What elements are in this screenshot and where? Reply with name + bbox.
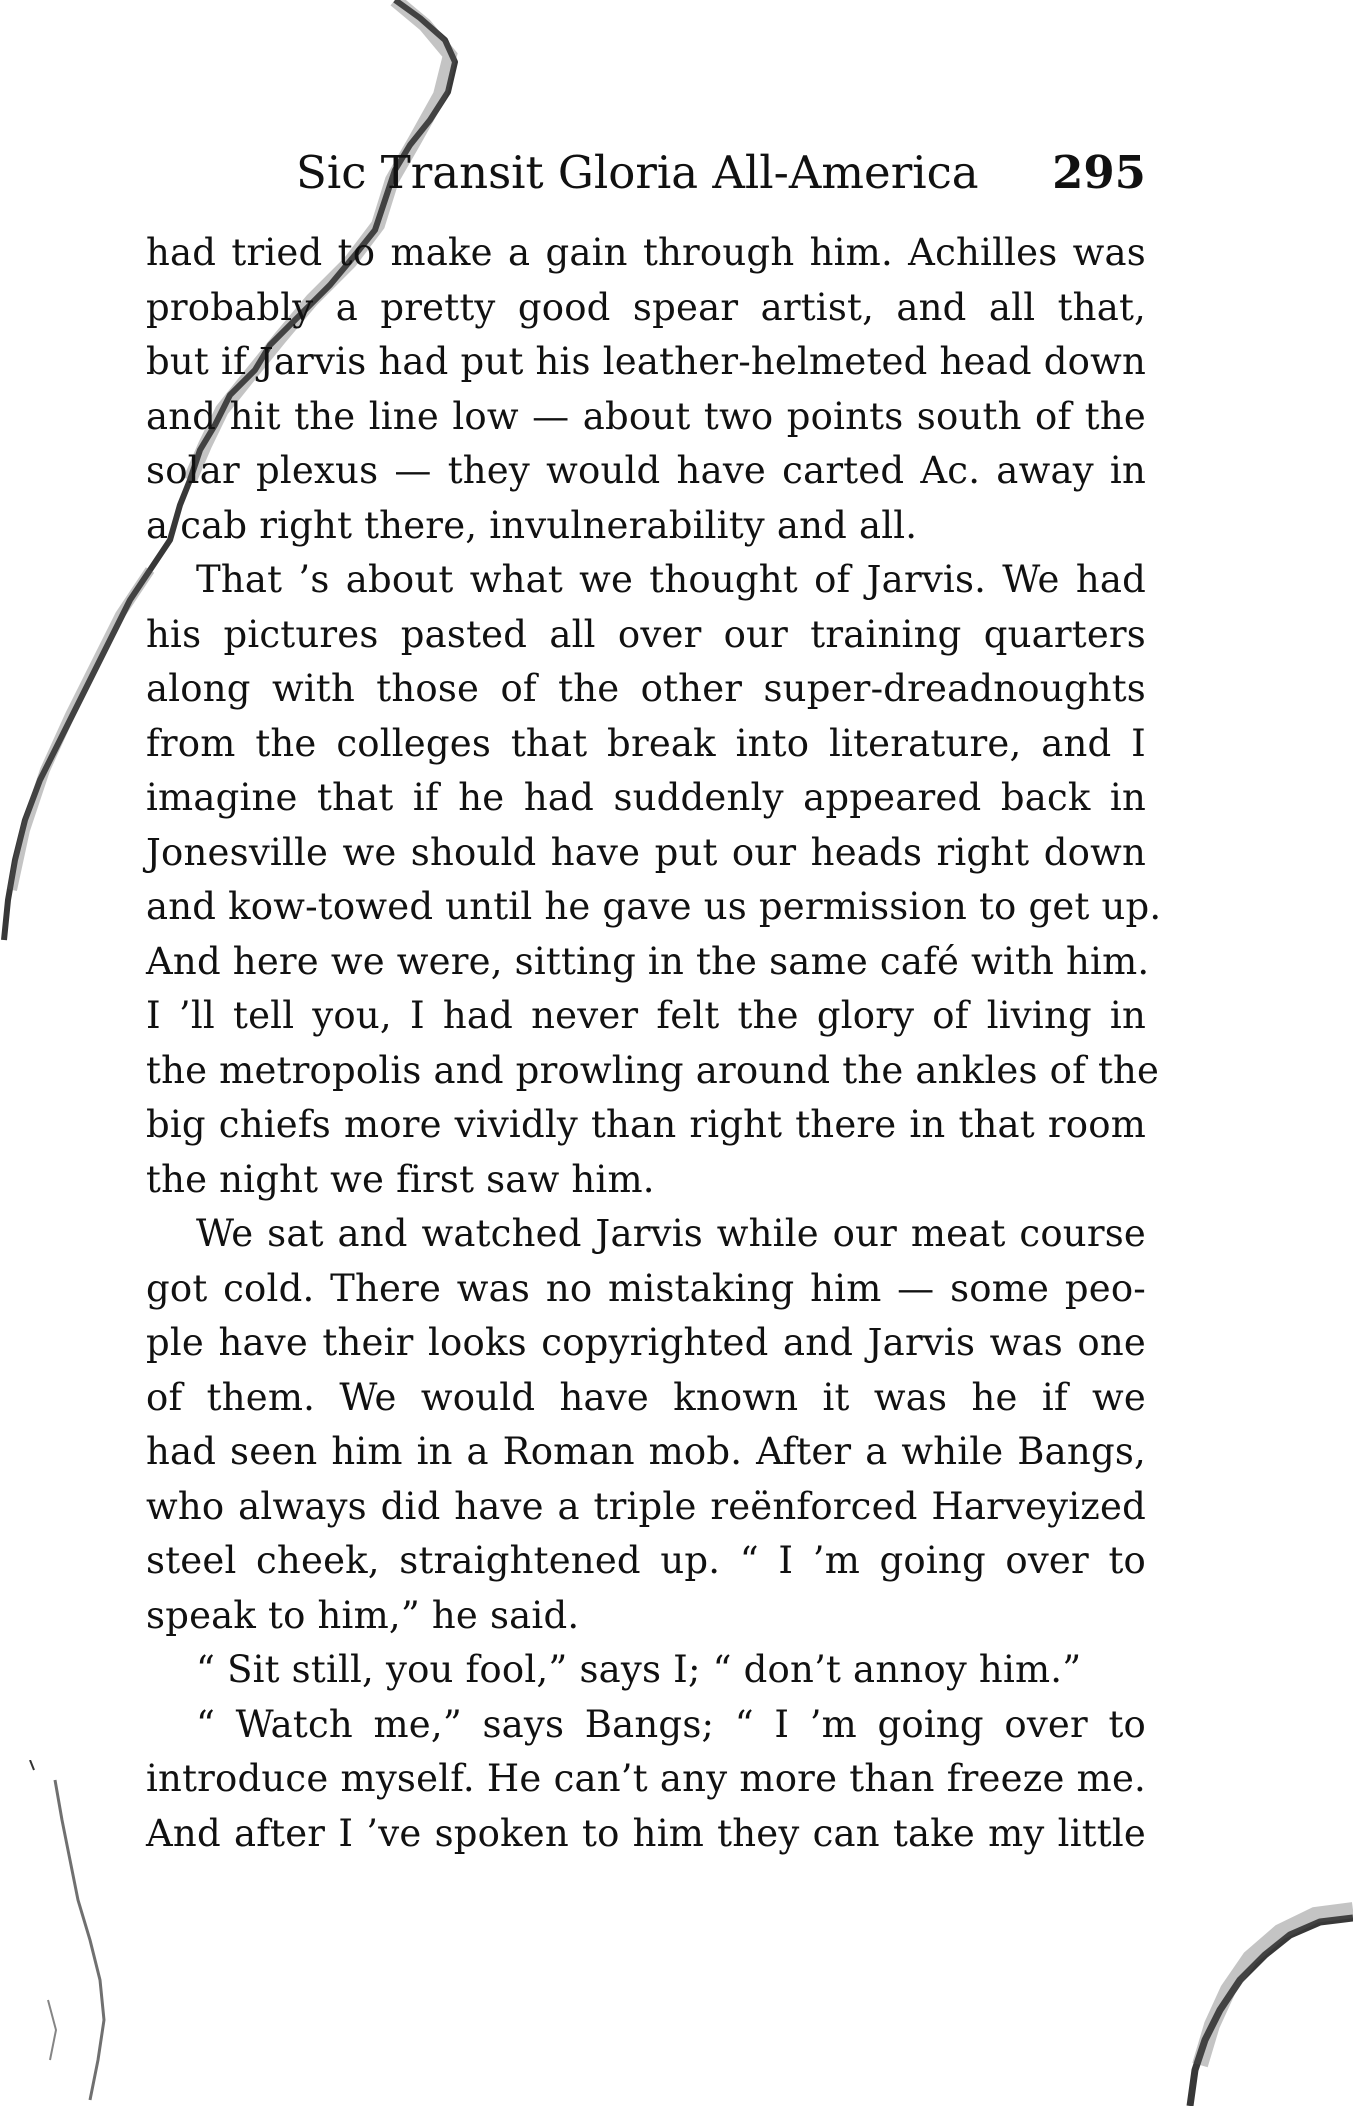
running-header — [146, 138, 1146, 208]
text-line: And after I ’ve spoken to him they can take my little — [146, 1811, 1146, 1855]
text-line: and kow-towed until he gave us permission to get up. — [146, 885, 1162, 928]
text-line: “ Sit still, you fool,” says I; “ don’t annoy him.” — [196, 1648, 1082, 1691]
text-line: big chiefs more vividly than right there in that room — [146, 1103, 1146, 1146]
text-line: probably a pretty good spear artist, and all that, — [146, 285, 1146, 329]
text-line: speak to him,” he said. — [146, 1593, 580, 1637]
text-line: a cab right there, invulnerability and all. — [146, 503, 918, 547]
text-line: got cold. There was no mistaking him — some peo- — [146, 1266, 1146, 1310]
text-line: of them. We would have known it was he if we — [146, 1375, 1146, 1419]
text-line: imagine that if he had suddenly appeared back in — [146, 776, 1146, 819]
text-line: “ Watch me,” says Bangs; “ I ’m going over to — [196, 1702, 1146, 1746]
text-line: along with those of the other super-dreadnoughts — [146, 667, 1146, 710]
text-line: Jonesville we should have put our heads right down — [146, 830, 1146, 874]
text-line: the metropolis and prowling around the ankles of the — [146, 1048, 1160, 1092]
text-line: and hit the line low — about two points south of the — [146, 394, 1146, 438]
body-text — [146, 226, 1162, 1861]
text-line: had seen him in a Roman mob. After a while Bangs, — [146, 1430, 1146, 1473]
text-line: That ’s about what we thought of Jarvis. We had — [196, 558, 1146, 601]
text-line: I ’ll tell you, I had never felt the glory of living in — [146, 994, 1146, 1037]
text-line: but if Jarvis had put his leather-helmeted head down — [146, 340, 1146, 383]
torn-edge-bottom-left — [0, 1760, 140, 2106]
text-line: his pictures pasted all over our training quarters — [146, 612, 1146, 656]
torn-edge-bottom-right — [1120, 1900, 1353, 2106]
text-line: from the colleges that break into literature, and I — [146, 721, 1146, 765]
text-line: solar plexus — they would have carted Ac. away in — [146, 449, 1146, 492]
text-line: ple have their looks copyrighted and Jarvis was one — [146, 1321, 1146, 1364]
text-line: steel cheek, straightened up. “ I ’m going over to — [146, 1539, 1146, 1582]
text-line: introduce myself. He can’t any more than freeze me. — [146, 1757, 1146, 1800]
text-line: We sat and watched Jarvis while our meat course — [196, 1212, 1146, 1255]
text-line: who always did have a triple reënforced Harveyized — [146, 1484, 1146, 1528]
running-title: Sic Transit Gloria All-America — [296, 146, 979, 199]
text-line: And here we were, sitting in the same café with him. — [146, 939, 1150, 983]
text-line: the night we first saw him. — [146, 1157, 655, 1201]
text-line: had tried to make a gain through him. Achilles was — [146, 231, 1146, 274]
page-number: 295 — [1052, 146, 1146, 199]
